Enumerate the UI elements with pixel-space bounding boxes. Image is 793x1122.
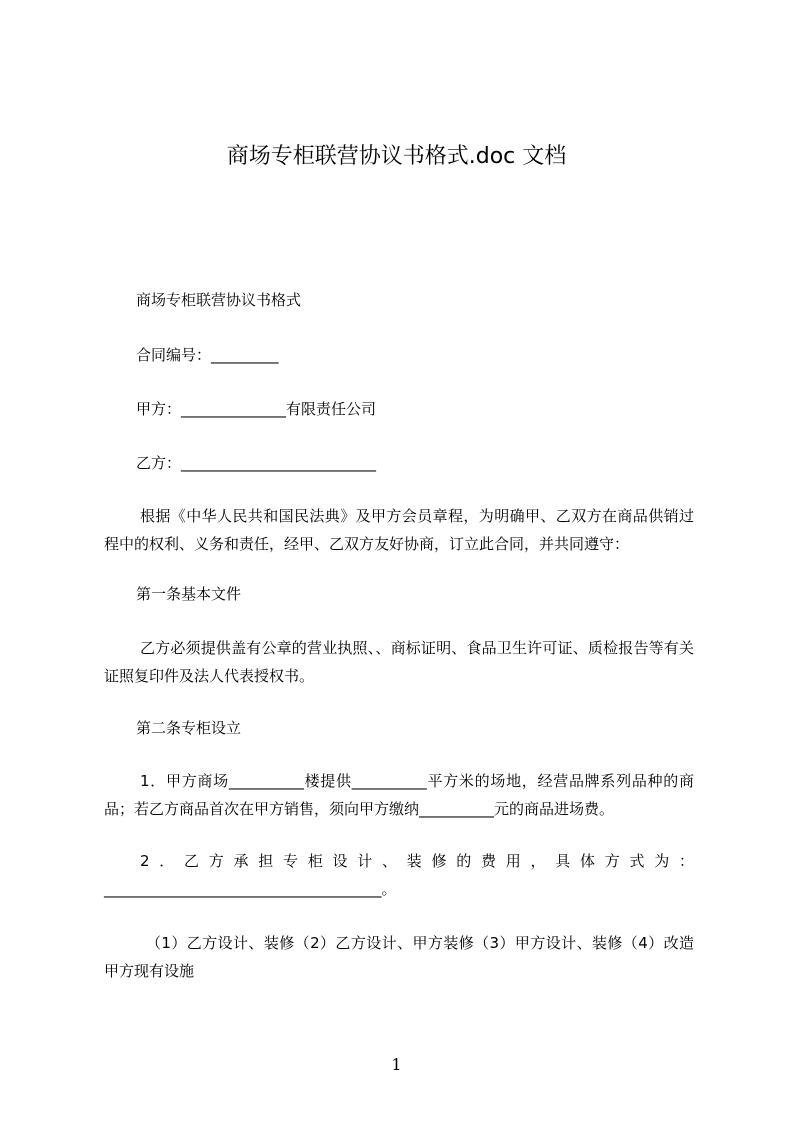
article-2-options: （1）乙方设计、装修（2）乙方设计、甲方装修（3）甲方设计、装修（4）改造甲方现有设施	[104, 934, 694, 980]
party-a-line: 甲方：______________有限责任公司	[136, 400, 377, 418]
article-1-body: 乙方必须提供盖有公章的营业执照、、商标证明、食品卫生许可证、质检报告等有关证照复印件及法人代表授权书。	[104, 639, 694, 685]
article-2-item-1: 1．甲方商场__________楼提供__________平方米的场地，经营品牌系列品种的商品；若乙方商品首次在甲方销售，须向甲方缴纳__________元的商品进场费。	[104, 772, 694, 818]
preamble-paragraph: 根据《中华人民共和国民法典》及甲方会员章程，为明确甲、乙双方在商品供销过程中的权利、义务和责任，经甲、乙双方友好协商，订立此合同，并共同遵守：	[104, 507, 694, 553]
document-title: 商场专柜联营协议书格式.doc 文档	[226, 144, 567, 169]
article-1-heading: 第一条基本文件	[136, 585, 242, 603]
article-2-item-2: 2．乙方承担专柜设计、装修的费用，具体方式为：_____________________________________。	[104, 852, 694, 898]
article-2-heading: 第二条专柜设立	[136, 719, 242, 737]
contract-number-line: 合同编号：_________	[136, 346, 279, 364]
page-number: 1	[391, 1055, 402, 1074]
document-subtitle: 商场专柜联营协议书格式	[136, 291, 302, 309]
party-b-line: 乙方：__________________________	[136, 454, 377, 472]
